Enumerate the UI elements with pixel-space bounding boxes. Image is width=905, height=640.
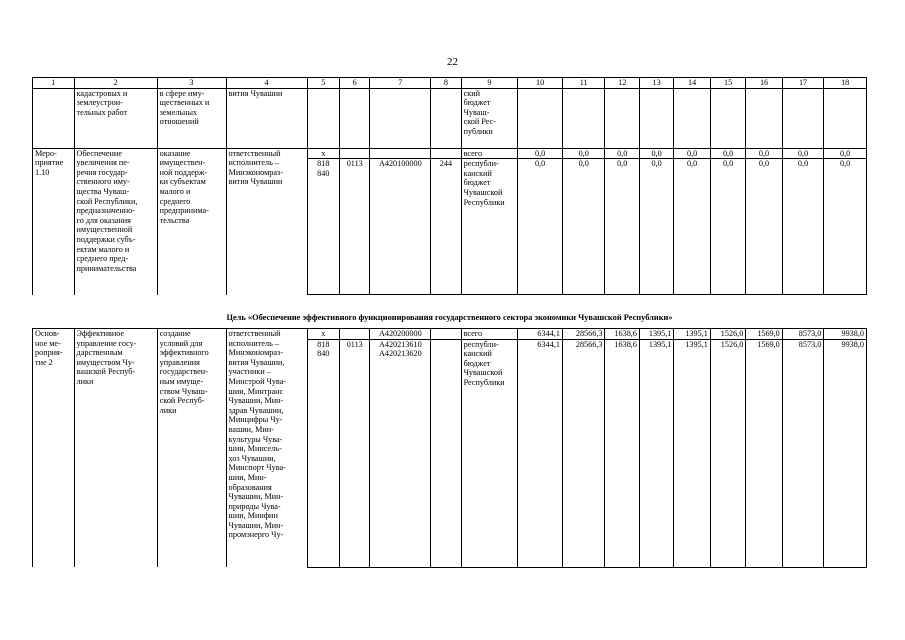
cell-value: 1638,6 (605, 329, 639, 340)
cell-value: 1395,1 (674, 329, 710, 340)
table-row (33, 329, 867, 340)
col-header: 16 (746, 78, 782, 89)
cell-text: А420213610 А420213620 (378, 339, 422, 359)
cell-value: 1395,1 (674, 339, 710, 567)
cell-value: 1569,0 (746, 339, 782, 567)
col-header: 13 (639, 78, 673, 89)
col-header: 15 (710, 78, 745, 89)
col-header: 12 (605, 78, 639, 89)
cell-text (431, 339, 461, 567)
cell-text: кадастровых и землеустрои- тельных работ (76, 88, 128, 117)
goal-heading: Цель «Обеспечение эффективного функционирования государственного сектора экономики Чувашской Республики» (226, 313, 673, 322)
cell-text: x (307, 329, 339, 340)
cell-value: 1638,6 (605, 339, 639, 567)
cell-text: ответственный исполнитель – Минэкономраз- вития Чувашии (228, 148, 283, 187)
cell-value: 8573,0 (782, 329, 824, 340)
cell-value: 1395,1 (639, 339, 673, 567)
cell-value: 0,0 (782, 148, 824, 159)
cell-text: Основ- ное ме- роприя- тие 2 (35, 329, 63, 367)
col-header: 8 (431, 78, 461, 89)
cell-value: 1526,0 (710, 329, 745, 340)
cell-text: оказание имуществен- ной поддерж- ки субъектам малого и среднего предпринима- тельства (159, 148, 209, 225)
table-row (33, 148, 867, 159)
cell-text: республи- канский бюджет Чувашской Республики (463, 159, 505, 207)
cell-text: 818 840 (317, 339, 330, 359)
cell-text: создание условий для эффективного управления государствен- ным имуще- ством Чуваш- ской Респуб- лики (159, 329, 209, 415)
cell-text: всего (461, 148, 518, 159)
col-header: 10 (518, 78, 563, 89)
col-header: 14 (674, 78, 710, 89)
col-header: 2 (74, 78, 157, 89)
cell-value: 0,0 (562, 159, 605, 295)
cell-text: 0113 (340, 159, 370, 295)
cell-text: ответственный исполнитель – Минэкономраз- вития Чувашии, участники – Минстрой Чува- шии, Минтранс Чувашии, Мин- здрав Чувашии, Минцифры Чу- вашии, Мин- культуры Чува- шии, Минсель- хоз Чувашии, Минспорт Чува- шии, Мин- образования Чувашии, Мин- природы Чува- шии, Минфин Чувашии, Мин- промэнерго Чу- (228, 329, 287, 540)
cell-value: 0,0 (674, 148, 710, 159)
cell-text: всего (461, 329, 518, 340)
cell-value: 9938,0 (824, 339, 867, 567)
col-header: 17 (782, 78, 824, 89)
cell-value: 1526,0 (710, 339, 745, 567)
col-header: 6 (340, 78, 370, 89)
continuation-row (33, 88, 867, 148)
col-header: 5 (307, 78, 339, 89)
cell-value: 0,0 (562, 148, 605, 159)
cell-value: 0,0 (710, 159, 745, 295)
cell-text: в сфере иму- щественных и земельных отношений (159, 88, 210, 127)
cell-text: Обеспечение увеличения пе- речня государ- ственного иму- щества Чуваш- ской Республики, предназначенно- го для оказания имущественной поддержки субъ- ектам малого и среднего пред- принимательства (76, 148, 138, 273)
col-header: 3 (157, 78, 226, 89)
cell-value: 0,0 (605, 159, 639, 295)
cell-text: А420200000 (370, 329, 431, 340)
cell-value: 0,0 (746, 148, 782, 159)
col-header: 11 (562, 78, 605, 89)
cell-text (370, 148, 431, 159)
cell-text: ский бюджет Чуваш- ской Рес- публики (463, 88, 496, 136)
col-header: 18 (824, 78, 867, 89)
cell-text: вития Чувашии (228, 88, 283, 98)
cell-text: республи- канский бюджет Чувашской Республики (463, 339, 505, 387)
cell-value: 0,0 (518, 148, 563, 159)
cell-value: 9938,0 (824, 329, 867, 340)
cell-value: 0,0 (824, 159, 867, 295)
cell-text: А420100000 (370, 159, 431, 295)
cell-text (340, 148, 370, 159)
cell-value: 0,0 (782, 159, 824, 295)
cell-text (340, 329, 370, 340)
cell-text: x (307, 148, 339, 159)
page-number: 22 (447, 56, 458, 68)
program-table-continued (32, 328, 867, 568)
col-header: 4 (226, 78, 307, 89)
cell-value: 0,0 (639, 148, 673, 159)
col-header: 1 (33, 78, 75, 89)
cell-value: 0,0 (824, 148, 867, 159)
cell-value: 28566,3 (562, 339, 605, 567)
cell-value: 1395,1 (639, 329, 673, 340)
cell-text: Меро- приятие 1.10 (35, 148, 64, 177)
cell-value: 0,0 (674, 159, 710, 295)
cell-value: 1569,0 (746, 329, 782, 340)
cell-value: 8573,0 (782, 339, 824, 567)
column-number-row (33, 78, 867, 89)
cell-value: 0,0 (710, 148, 745, 159)
cell-text: 818 840 (317, 159, 330, 178)
cell-value: 0,0 (605, 148, 639, 159)
cell-text: Эффективное управление госу- дарственным имуществом Чу- вашской Респуб- лики (76, 329, 137, 386)
cell-value: 0,0 (639, 159, 673, 295)
cell-text (431, 148, 461, 159)
col-header: 7 (370, 78, 431, 89)
cell-value: 6344,1 (518, 339, 563, 567)
cell-value: 0,0 (746, 159, 782, 295)
cell-text: 244 (431, 159, 461, 295)
cell-text (431, 329, 461, 340)
cell-text: 0113 (340, 339, 370, 567)
program-table (32, 77, 867, 295)
col-header: 9 (461, 78, 518, 89)
cell-value: 0,0 (518, 159, 563, 295)
cell-value: 28566,3 (562, 329, 605, 340)
cell-value: 6344,1 (518, 329, 563, 340)
